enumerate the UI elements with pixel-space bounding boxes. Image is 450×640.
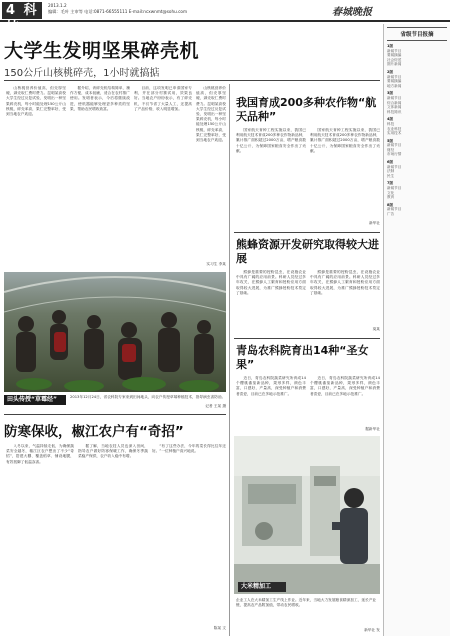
sidebar-line: 社会综述 bbox=[387, 57, 402, 62]
article5-title: 青岛农科院育出14种“圣女果” bbox=[236, 344, 369, 371]
page-section-box bbox=[2, 2, 42, 35]
sidebar-section-label: 6版 bbox=[387, 160, 394, 165]
photo-illustration bbox=[4, 272, 226, 392]
column-divider bbox=[229, 84, 230, 636]
article4-col2 bbox=[310, 270, 380, 326]
sidebar-line: 民生 bbox=[387, 173, 395, 178]
article2-col2-text: 据了解，当地农技人员也深入田间，指导农户做好防寒保暖工作，确保冬季蔬菜稳产保供，农户收入稳中有增。 bbox=[78, 444, 148, 459]
article2-col3 bbox=[152, 444, 226, 624]
article1-col3-text: 目前，这项发明已申请国家专利，并在部分村寨试用，效果良好。当地农户纷纷表示，有了碎壳机，不仅节省了大量人工，还提高了产品价格，收入明显增加。 bbox=[134, 86, 192, 111]
article3-title: 我国育成200多种农作物“航天品种” bbox=[236, 96, 377, 123]
article1-col1-text: 山核桃营养价值高，但壳厚坚硬，剥壳取仁费时费力。昆明某高校大学生经过反复试验，发明出一种坚果碎壳机，每小时能处理150公斤山核桃，碎壳率高，果仁完整率好，受到当地农户欢迎。 bbox=[6, 86, 66, 117]
sidebar-line: 新闻节目 bbox=[387, 48, 402, 53]
page-number: 4 bbox=[6, 3, 18, 18]
article2-col3-text: “有了这些办法，今年的菜长得比往年还好。”一位种植户高兴地说。 bbox=[152, 444, 226, 454]
article4-body-cont: 熊蜂是重要的授粉昆虫，在设施农业中具有广阔的应用前景。科研人员经过多年攻关，在熊蜂人工繁育和授粉应用方面取得较大进展，为推广熊蜂授粉技术奠定了基础。 bbox=[310, 270, 380, 295]
sidebar-line: 法制 bbox=[387, 169, 395, 174]
strawberry-field-photo bbox=[4, 272, 226, 392]
article1-subtitle: 150公斤山核桃碎壳，1小时就搞掂 bbox=[4, 68, 160, 79]
article1-title: 大学生发明坚果碎壳机 bbox=[4, 40, 200, 62]
sidebar-title: 省级节目报摘 bbox=[387, 27, 447, 41]
divider bbox=[4, 414, 226, 415]
article5-body: 近日，青岛农科院蔬菜研究所育成14个樱桃番茄新品种，果形多样，颜色丰富，口感好，产量高，深受种植户和消费者喜爱，目前已在多地示范推广。 bbox=[236, 376, 306, 396]
sidebar-line: 广告 bbox=[387, 212, 395, 216]
sidebar-blocks bbox=[387, 44, 447, 217]
sidebar-block bbox=[387, 44, 447, 67]
header-date: 2013.1.2 bbox=[48, 3, 67, 8]
article2-author: 陈某 文 bbox=[213, 626, 226, 630]
header-contact: 编辑：毛叶 主审等 电话:0871-66555111 E-mail:ncxwnmt@sohu.com bbox=[48, 9, 188, 14]
article3-col2 bbox=[310, 128, 380, 220]
sidebar-block bbox=[387, 160, 447, 178]
sidebar-line: 地方新闻 bbox=[387, 83, 402, 88]
sidebar-block bbox=[387, 117, 447, 135]
sidebar-section-label: 8版 bbox=[387, 202, 394, 207]
sidebar-block bbox=[387, 139, 447, 157]
newspaper-logo: 春城晚报 bbox=[332, 7, 372, 18]
article5-author: 据新华社 bbox=[365, 427, 380, 431]
sidebar-section-label: 4版 bbox=[387, 117, 394, 122]
sidebar-line: 教育 bbox=[387, 195, 395, 200]
article1-author: 实习生 李某 bbox=[206, 262, 226, 266]
sidebar-block bbox=[387, 203, 447, 217]
article1-col3 bbox=[134, 86, 192, 286]
article3-body: 国家航天育种工程实施以来，我国已利用航天技术育成200多种农作物新品种，累计推广面积超过2000万亩，增产粮食数十亿公斤，为保障国家粮食安全作出了贡献。 bbox=[236, 128, 306, 153]
article2-col1 bbox=[6, 444, 74, 632]
sidebar-line: 新闻节目 bbox=[387, 95, 402, 100]
divider bbox=[234, 232, 380, 233]
sidebar-line: 农业科技 bbox=[387, 126, 402, 131]
sidebar-block bbox=[387, 70, 447, 88]
sidebar-block bbox=[387, 181, 447, 199]
article4-body: 熊蜂是重要的授粉昆虫，在设施农业中具有广阔的应用前景。科研人员经过多年攻关，在熊蜂人工繁育和授粉应用方面取得较大进展，为推广熊蜂授粉技术奠定了基础。 bbox=[236, 270, 306, 295]
sidebar-line: 新闻节目 bbox=[387, 207, 402, 212]
article1-col1 bbox=[6, 86, 66, 286]
divider bbox=[4, 80, 380, 81]
sidebar-line: 新闻节目 bbox=[387, 74, 402, 79]
sidebar-block bbox=[387, 91, 447, 114]
sidebar-line: 文化 bbox=[387, 190, 395, 195]
article3-body-cont: 国家航天育种工程实施以来，我国已利用航天技术育成200多种农作物新品种，累计推广面积超过2000万亩，增产粮食数十亿公斤，为保障国家粮食安全作出了贡献。 bbox=[310, 128, 380, 153]
section-name: 科技 bbox=[6, 3, 39, 35]
header-meta bbox=[48, 3, 187, 15]
rice-processing-photo bbox=[234, 436, 380, 594]
article1-col2 bbox=[70, 86, 130, 286]
sidebar-section-label: 3版 bbox=[387, 91, 394, 96]
sidebar-line: 要闻摘编 bbox=[387, 53, 402, 58]
sidebar-line: 实用技术 bbox=[387, 131, 402, 136]
sidebar-section-label: 1版 bbox=[387, 44, 394, 48]
article2-col1-text: 入冬以来，气温持续走低，为确保蔬菜安全越冬，椒江区农户想出了不少“奇招”，搭建大棚、覆盖稻草、铺设地膜，有效抵御了低温冻害。 bbox=[6, 444, 74, 464]
article4-author: 莫某 bbox=[372, 327, 380, 331]
article1-col4-text: 山核桃营养价值高，但壳厚坚硬，剥壳取仁费时费力。昆明某高校大学生经过反复试验，发明出一种坚果碎壳机，每小时能处理150公斤山核桃，碎壳率高，果仁完整率好，受到当地农户欢迎。 bbox=[196, 86, 226, 143]
article1-col4 bbox=[196, 86, 226, 256]
photo-illustration bbox=[234, 436, 380, 594]
sidebar-line: 科技简讯 bbox=[387, 109, 402, 114]
article2-title: 防寒保收，椒江农户有“奇招” bbox=[4, 424, 184, 440]
article5-body-cont: 近日，青岛农科院蔬菜研究所育成14个樱桃番茄新品种，果形多样，颜色丰富，口感好，产量高，深受种植户和消费者喜爱，目前已在多地示范推广。 bbox=[310, 376, 380, 396]
article1-col2-text: 据介绍，该碎壳机结构简单，操作方便，成本低廉，适合在农村推广使用。发明者表示，今后将继续改进，使机器能够处理更多种类的坚果，帮助农民增收致富。 bbox=[70, 86, 130, 111]
sidebar-section-label: 5版 bbox=[387, 138, 394, 143]
article5-col1 bbox=[236, 376, 306, 432]
photo1-caption-text: 2013年12月24日，省农科院专家来到田间地头，向农户传授草莓种植技术，指导病虫害防治。 bbox=[70, 395, 226, 399]
sidebar-line: 市场行情 bbox=[387, 152, 402, 157]
sidebar-line: 文体新闻 bbox=[387, 105, 402, 110]
photo1-caption-title: 田头传授“草霉经” bbox=[4, 395, 66, 405]
article4-title: 熊蜂资源开发研究取得较大进展 bbox=[236, 238, 379, 265]
photo2-caption-text: 企业工人在大米精加工生产线上作业。近年来，当地大力发展粮食精深加工，延长产业链，提高农产品附加值，带动农民增收。 bbox=[236, 598, 377, 607]
sidebar-line: 财经 bbox=[387, 147, 395, 152]
sidebar-index bbox=[383, 24, 450, 636]
sidebar-section-label: 7版 bbox=[387, 181, 394, 186]
sidebar-line: 要闻摘编 bbox=[387, 79, 402, 84]
article2-col2 bbox=[78, 444, 148, 632]
photo2-caption-title: 大米精加工 bbox=[238, 582, 286, 592]
photo2-credit: 新华社 发 bbox=[364, 628, 380, 632]
sidebar-line: 综合新闻 bbox=[387, 100, 402, 105]
article4-col1 bbox=[236, 270, 306, 332]
sidebar-line: 科技 bbox=[387, 121, 395, 126]
photo1-credit: 记者 王某 摄 bbox=[205, 404, 226, 408]
article3-col1 bbox=[236, 128, 306, 228]
sidebar-line: 图片新闻 bbox=[387, 62, 402, 67]
article3-author: 新华社 bbox=[368, 221, 380, 225]
article5-col2 bbox=[310, 376, 380, 426]
sidebar-section-label: 2版 bbox=[387, 69, 394, 74]
sidebar-line: 新闻节目 bbox=[387, 143, 402, 148]
divider bbox=[234, 338, 380, 339]
sidebar-line: 新闻节目 bbox=[387, 186, 402, 191]
sidebar-line: 新闻节目 bbox=[387, 164, 402, 169]
